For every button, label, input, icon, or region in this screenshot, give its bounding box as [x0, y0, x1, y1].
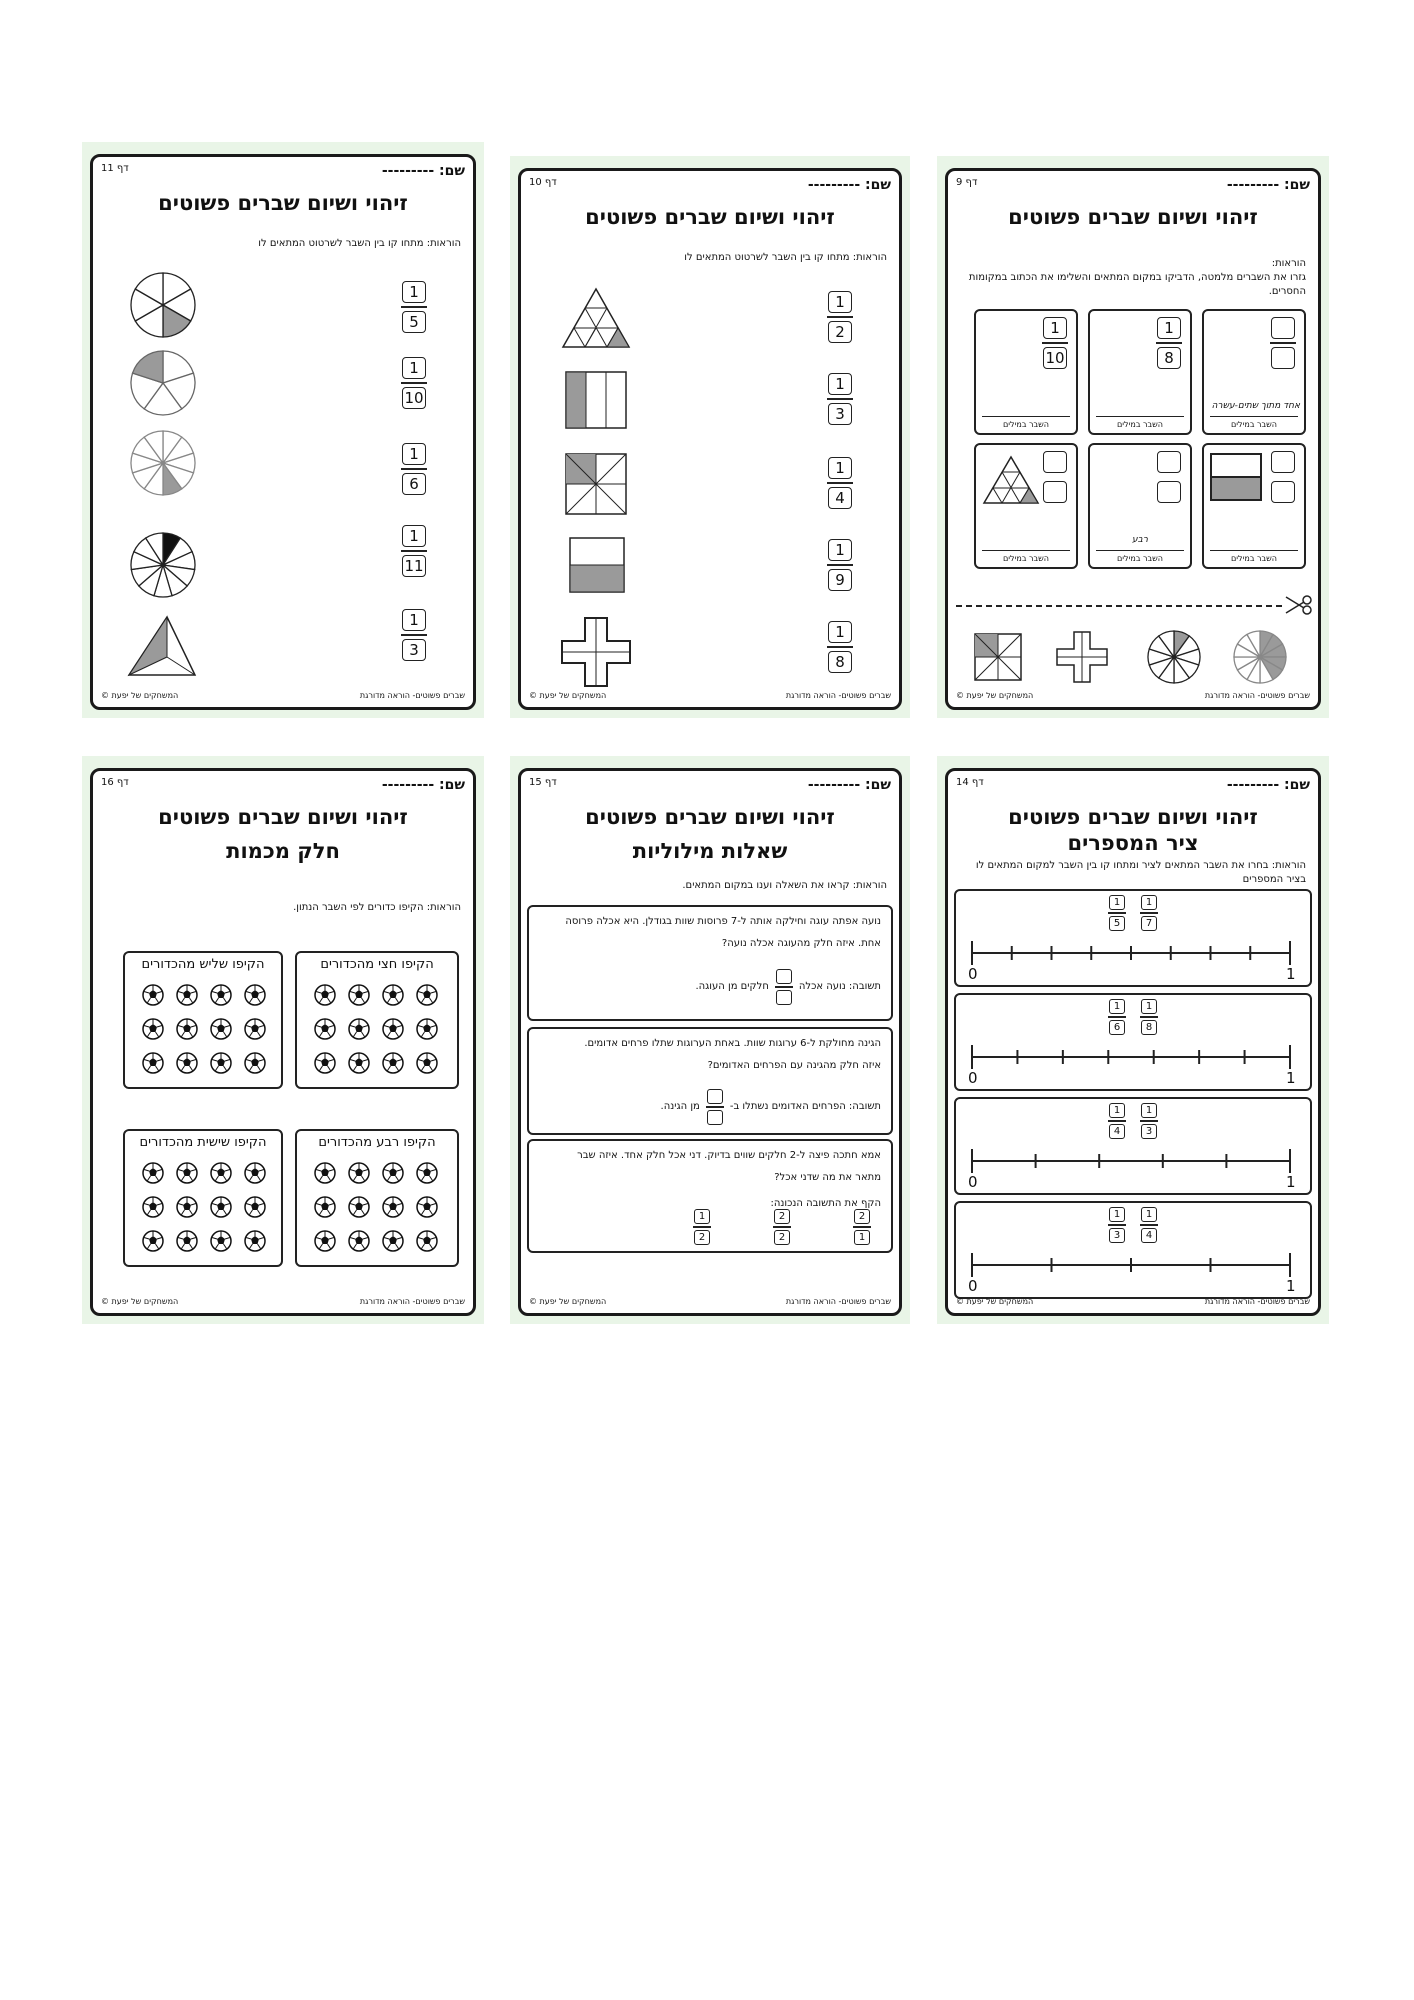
footer-series: שברים פשוטים- הוראה מדורגת: [785, 1297, 891, 1306]
soccer-ball-icon[interactable]: [313, 1229, 337, 1253]
fraction-numerator: 1: [694, 1209, 710, 1224]
fraction-denominator: 3: [402, 639, 426, 661]
triangle-ninths-shaded-icon: [561, 287, 631, 349]
name-field: שם: ---------: [381, 777, 465, 793]
name-field: שם: ---------: [381, 163, 465, 179]
soccer-ball-icon[interactable]: [415, 983, 439, 1007]
fraction-numerator: 1: [828, 621, 852, 643]
fraction-denominator: 6: [1109, 1020, 1125, 1035]
soccer-ball-icon[interactable]: [141, 1195, 165, 1219]
number-line: [970, 1253, 1310, 1283]
word-label: השבר במילים: [1116, 554, 1164, 563]
fraction-denominator: 2: [828, 321, 852, 343]
footer-series: שברים פשוטים- הוראה מדורגת: [359, 691, 465, 700]
worksheet-thumbnail-page-11: [82, 142, 484, 718]
worksheet-title: זיהוי ושיום שברים פשוטים: [1008, 205, 1258, 229]
fraction-card: [1088, 443, 1192, 569]
question-text: הגינה מחולקת ל-6 ערוגות שוות. באחת הערוגות שתלו פרחים אדומים.: [584, 1038, 881, 1049]
fraction-numerator: 1: [402, 443, 426, 465]
fraction-option[interactable]: [1140, 1103, 1158, 1139]
fraction-card: [1088, 309, 1192, 435]
soccer-ball-icon[interactable]: [347, 1161, 371, 1185]
fraction-denominator: 2: [774, 1230, 790, 1245]
word-label: השבר במילים: [1002, 554, 1050, 563]
soccer-ball-icon[interactable]: [175, 1195, 199, 1219]
footer-copyright: המשחקים של יפעת ©: [956, 691, 1034, 700]
circle-elevenths-icon: [129, 531, 197, 599]
ball-group: [295, 1129, 459, 1267]
one-label: 1: [1286, 1173, 1296, 1191]
fraction-card: [1202, 309, 1306, 435]
worksheet-card: [518, 168, 902, 710]
fraction-numerator: 2: [854, 1209, 870, 1224]
answer-option[interactable]: [853, 1209, 871, 1245]
fraction-option[interactable]: [1140, 895, 1158, 931]
answer-fraction-input[interactable]: [706, 1089, 724, 1125]
soccer-ball-icon[interactable]: [175, 1051, 199, 1075]
fraction-denominator: 11: [402, 555, 426, 577]
soccer-ball-icon[interactable]: [209, 1017, 233, 1041]
instructions-text: הוראות: מתחו קו בין השבר לשרטוט המתאים לו: [258, 238, 461, 249]
soccer-ball-icon[interactable]: [381, 1195, 405, 1219]
footer-series: שברים פשוטים- הוראה מדורגת: [785, 691, 891, 700]
soccer-ball-icon[interactable]: [415, 1051, 439, 1075]
soccer-ball-icon[interactable]: [175, 1161, 199, 1185]
one-label: 1: [1286, 1069, 1296, 1087]
triangle-grid-shaded-icon: [982, 455, 1040, 505]
footer-copyright: המשחקים של יפעת ©: [529, 691, 607, 700]
zero-label: 0: [968, 965, 978, 983]
soccer-ball-icon[interactable]: [243, 1051, 267, 1075]
answer-option[interactable]: [693, 1209, 711, 1245]
soccer-ball-icon[interactable]: [175, 1017, 199, 1041]
fraction-denominator: 4: [828, 487, 852, 509]
soccer-ball-icon[interactable]: [141, 1161, 165, 1185]
circle-tenths-icon: [129, 429, 197, 497]
fraction-numerator: 1: [828, 373, 852, 395]
instructions-heading: הוראות:: [1271, 258, 1306, 269]
question-box: [527, 905, 893, 1021]
rectangle-half-shaded-icon: [1210, 453, 1262, 501]
circle-fifths-icon: [129, 349, 197, 417]
word-label: השבר במילים: [1002, 420, 1050, 429]
answer-text: מן הגינה.: [660, 1100, 700, 1112]
answer-option[interactable]: [773, 1209, 791, 1245]
fraction-denominator: 9: [828, 569, 852, 591]
fraction-numerator: 1: [1157, 317, 1181, 339]
soccer-ball-icon[interactable]: [313, 1017, 337, 1041]
answer-text: תשובה: נועה אכלה: [798, 980, 881, 992]
fraction-numerator: 1: [402, 525, 426, 547]
footer-copyright: המשחקים של יפעת ©: [529, 1297, 607, 1306]
number-line-box: [954, 1201, 1312, 1299]
fraction-denominator: 4: [1141, 1228, 1157, 1243]
rectangle-thirds-shaded-icon: [565, 371, 627, 429]
worksheet-title: זיהוי ושיום שברים פשוטים: [585, 205, 835, 229]
soccer-ball-icon[interactable]: [209, 983, 233, 1007]
footer-series: שברים פשוטים- הוראה מדורגת: [1204, 1297, 1310, 1306]
question-text: הקף את התשובה הנכונה:: [770, 1198, 881, 1209]
soccer-ball-icon[interactable]: [243, 1161, 267, 1185]
number-line-box: [954, 1097, 1312, 1195]
fraction-numerator: 1: [828, 539, 852, 561]
fraction-option[interactable]: [1108, 999, 1126, 1035]
soccer-ball-icon[interactable]: [313, 983, 337, 1007]
number-line: [970, 1045, 1310, 1075]
fraction-card: [974, 309, 1078, 435]
fraction-denominator: 1: [854, 1230, 870, 1245]
worksheet-subtitle: שאלות מילוליות: [632, 839, 788, 863]
fraction-numerator: 1: [1109, 895, 1125, 910]
footer-series: שברים פשוטים- הוראה מדורגת: [359, 1297, 465, 1306]
worksheet-thumbnail-page-10: [510, 156, 910, 718]
worksheet-title: זיהוי ושיום שברים פשוטים: [585, 805, 835, 829]
fraction-numerator: 2: [774, 1209, 790, 1224]
worksheet-title: זיהוי ושיום שברים פשוטים: [1008, 805, 1258, 829]
name-field: שם: ---------: [1226, 777, 1310, 793]
circle-twelfths-icon: [1232, 629, 1288, 685]
question-text: איזה חלק מהגינה עם הפרחים האדומים?: [707, 1060, 881, 1071]
worksheet-subtitle: ציר המספרים: [1067, 831, 1199, 855]
square-half-shaded-icon: [569, 537, 625, 593]
question-box: [527, 1139, 893, 1253]
worksheet-card: [90, 768, 476, 1316]
fraction-denominator: 5: [1109, 916, 1125, 931]
soccer-ball-icon[interactable]: [209, 1195, 233, 1219]
word-label: השבר במילים: [1116, 420, 1164, 429]
fraction-denominator: 10: [1043, 347, 1067, 369]
soccer-ball-icon[interactable]: [347, 1195, 371, 1219]
instructions-text: הוראות: קראו את השאלה וענו במקום המתאים.: [682, 880, 887, 891]
name-field: שם: ---------: [807, 777, 891, 793]
fraction-numerator: 1: [828, 457, 852, 479]
worksheet-card: [518, 768, 902, 1316]
fraction-numerator: 1: [402, 357, 426, 379]
fraction-denominator: 4: [1109, 1124, 1125, 1139]
fraction-option[interactable]: [1140, 1207, 1158, 1243]
fraction-denominator: [1271, 347, 1295, 369]
one-label: 1: [1286, 1277, 1296, 1295]
one-label: 1: [1286, 965, 1296, 983]
question-text: מתאר את מה שדני אכל?: [774, 1172, 881, 1183]
fraction-numerator: [1271, 317, 1295, 339]
answer-text: תשובה: הפרחים האדומים נשתלו ב-: [729, 1100, 881, 1112]
worksheet-title: זיהוי ושיום שברים פשוטים: [158, 191, 408, 215]
soccer-ball-icon[interactable]: [381, 983, 405, 1007]
soccer-ball-icon[interactable]: [141, 1229, 165, 1253]
soccer-ball-icon[interactable]: [415, 1229, 439, 1253]
zero-label: 0: [968, 1173, 978, 1191]
worksheet-thumbnail-page-15: [510, 756, 910, 1324]
fraction-denominator: 3: [828, 403, 852, 425]
fraction-option[interactable]: [1140, 999, 1158, 1035]
ball-group: [123, 1129, 283, 1267]
fraction-denominator: 8: [1157, 347, 1181, 369]
fraction-denominator: 8: [828, 651, 852, 673]
square-eighths-shaded-icon: [974, 633, 1022, 681]
word-label: השבר במילים: [1230, 420, 1278, 429]
soccer-ball-icon[interactable]: [209, 1229, 233, 1253]
soccer-ball-icon[interactable]: [347, 983, 371, 1007]
instructions-text: הוראות: מתחו קו בין השבר לשרטוט המתאים לו: [684, 252, 887, 263]
scissors-icon: [1284, 595, 1312, 615]
answer-text: חלקים מן העוגה.: [695, 980, 769, 992]
soccer-ball-icon[interactable]: [347, 1229, 371, 1253]
fraction-denominator: 8: [1141, 1020, 1157, 1035]
soccer-ball-icon[interactable]: [313, 1195, 337, 1219]
soccer-ball-icon[interactable]: [141, 983, 165, 1007]
fraction-numerator: 1: [1109, 999, 1125, 1014]
soccer-ball-icon[interactable]: [175, 983, 199, 1007]
soccer-ball-icon[interactable]: [141, 1051, 165, 1075]
fraction-numerator: 1: [1141, 895, 1157, 910]
worksheet-thumbnail-page-14: [937, 756, 1329, 1324]
fraction-numerator: 1: [1141, 1207, 1157, 1222]
page-number: דף 10: [529, 177, 557, 188]
instructions-text: גזרו את השברים מלמטה, הדביקו במקום המתאים והשלימו את הכתוב במקומות החסרים.: [968, 272, 1306, 297]
worksheet-card: [90, 154, 476, 710]
question-box: [527, 1027, 893, 1135]
zero-label: 0: [968, 1277, 978, 1295]
ball-group: [295, 951, 459, 1089]
worksheet-card: [945, 768, 1321, 1316]
group-title: הקיפו שישית מהכדורים: [139, 1135, 267, 1150]
fraction-denominator: 5: [402, 311, 426, 333]
fraction-card: [1202, 443, 1306, 569]
fraction-numerator: 1: [402, 609, 426, 631]
page-number: דף 11: [101, 163, 129, 174]
ball-group: [123, 951, 283, 1089]
page-number: דף 16: [101, 777, 129, 788]
group-title: הקיפו רבע מהכדורים: [318, 1135, 436, 1150]
soccer-ball-icon[interactable]: [243, 1017, 267, 1041]
soccer-ball-icon[interactable]: [209, 1051, 233, 1075]
group-title: הקיפו שליש מהכדורים: [141, 957, 265, 972]
fraction-numerator: 1: [402, 281, 426, 303]
fraction-denominator: 6: [402, 473, 426, 495]
footer-copyright: המשחקים של יפעת ©: [101, 691, 179, 700]
instructions-text: הוראות: הקיפו כדורים לפי השבר הנתון.: [293, 902, 461, 913]
cut-line: [956, 605, 1282, 607]
fraction-words: אחד מתוך שתים-עשרה: [1211, 401, 1300, 411]
fraction-denominator: 2: [694, 1230, 710, 1245]
fraction-denominator: 3: [1141, 1124, 1157, 1139]
number-line-box: [954, 993, 1312, 1091]
circle-tenths-icon: [1146, 629, 1202, 685]
soccer-ball-icon[interactable]: [313, 1051, 337, 1075]
soccer-ball-icon[interactable]: [313, 1161, 337, 1185]
fraction-numerator: 1: [1043, 317, 1067, 339]
worksheet-thumbnail-page-16: [82, 756, 484, 1324]
page-number: דף 9: [956, 177, 978, 188]
worksheet-thumbnail-page-9: [937, 156, 1329, 718]
square-eighths-quarter-shaded-icon: [565, 453, 627, 515]
page-number: דף 15: [529, 777, 557, 788]
circle-sixths-icon: [129, 271, 197, 339]
soccer-ball-icon[interactable]: [347, 1017, 371, 1041]
worksheet-card: [945, 168, 1321, 710]
soccer-ball-icon[interactable]: [415, 1195, 439, 1219]
number-line: [970, 941, 1310, 971]
fraction-denominator: 7: [1141, 916, 1157, 931]
fraction-denominator: 3: [1109, 1228, 1125, 1243]
soccer-ball-icon[interactable]: [209, 1161, 233, 1185]
fraction-numerator: 1: [1141, 1103, 1157, 1118]
fraction-option[interactable]: [1108, 1207, 1126, 1243]
soccer-ball-icon[interactable]: [347, 1051, 371, 1075]
page-number: דף 14: [956, 777, 984, 788]
fraction-denominator: 10: [402, 387, 426, 409]
question-text: אחת. איזה חלק מהעוגה אכלה נועה?: [721, 938, 881, 949]
question-text: נועה אפתה עוגה וחילקה אותה ל-7 פרוסות שוות בגודלן. היא אכלה פרוסה: [565, 916, 881, 927]
group-title: הקיפו חצי מהכדורים: [320, 957, 434, 972]
soccer-ball-icon[interactable]: [381, 1051, 405, 1075]
fraction-numerator: 1: [828, 291, 852, 313]
footer-copyright: המשחקים של יפעת ©: [956, 1297, 1034, 1306]
worksheet-subtitle: חלק מכמות: [226, 839, 340, 863]
soccer-ball-icon[interactable]: [415, 1161, 439, 1185]
soccer-ball-icon[interactable]: [175, 1229, 199, 1253]
worksheet-title: זיהוי ושיום שברים פשוטים: [158, 805, 408, 829]
fraction-words: רבע: [1132, 535, 1148, 545]
soccer-ball-icon[interactable]: [243, 1229, 267, 1253]
name-field: שם: ---------: [807, 177, 891, 193]
question-text: אמא חתכה פיצה ל-2 חלקים שווים בדיוק. דני אכל חלק אחד. איזה שבר: [577, 1150, 881, 1161]
footer-copyright: המשחקים של יפעת ©: [101, 1297, 179, 1306]
soccer-ball-icon[interactable]: [381, 1229, 405, 1253]
cross-shape-icon: [1056, 631, 1108, 683]
soccer-ball-icon[interactable]: [415, 1017, 439, 1041]
soccer-ball-icon[interactable]: [141, 1017, 165, 1041]
fraction-numerator: 1: [1141, 999, 1157, 1014]
soccer-ball-icon[interactable]: [381, 1161, 405, 1185]
cross-shape-icon: [561, 617, 631, 687]
zero-label: 0: [968, 1069, 978, 1087]
word-label: השבר במילים: [1230, 554, 1278, 563]
name-field: שם: ---------: [1226, 177, 1310, 193]
footer-series: שברים פשוטים- הוראה מדורגת: [1204, 691, 1310, 700]
fraction-card: [974, 443, 1078, 569]
number-line: [970, 1149, 1310, 1179]
fraction-numerator: 1: [1109, 1103, 1125, 1118]
number-line-box: [954, 889, 1312, 987]
soccer-ball-icon[interactable]: [381, 1017, 405, 1041]
answer-fraction-input[interactable]: [775, 969, 793, 1005]
soccer-ball-icon[interactable]: [243, 1195, 267, 1219]
instructions-text: הוראות: בחרו את השבר המתאים לציר ומתחו קו בין השבר למקום המתאים לו בציר המספרים: [975, 860, 1306, 885]
fraction-numerator: 1: [1109, 1207, 1125, 1222]
triangle-thirds-shaded-icon: [127, 615, 197, 677]
soccer-ball-icon[interactable]: [243, 983, 267, 1007]
fraction-option[interactable]: [1108, 895, 1126, 931]
fraction-option[interactable]: [1108, 1103, 1126, 1139]
